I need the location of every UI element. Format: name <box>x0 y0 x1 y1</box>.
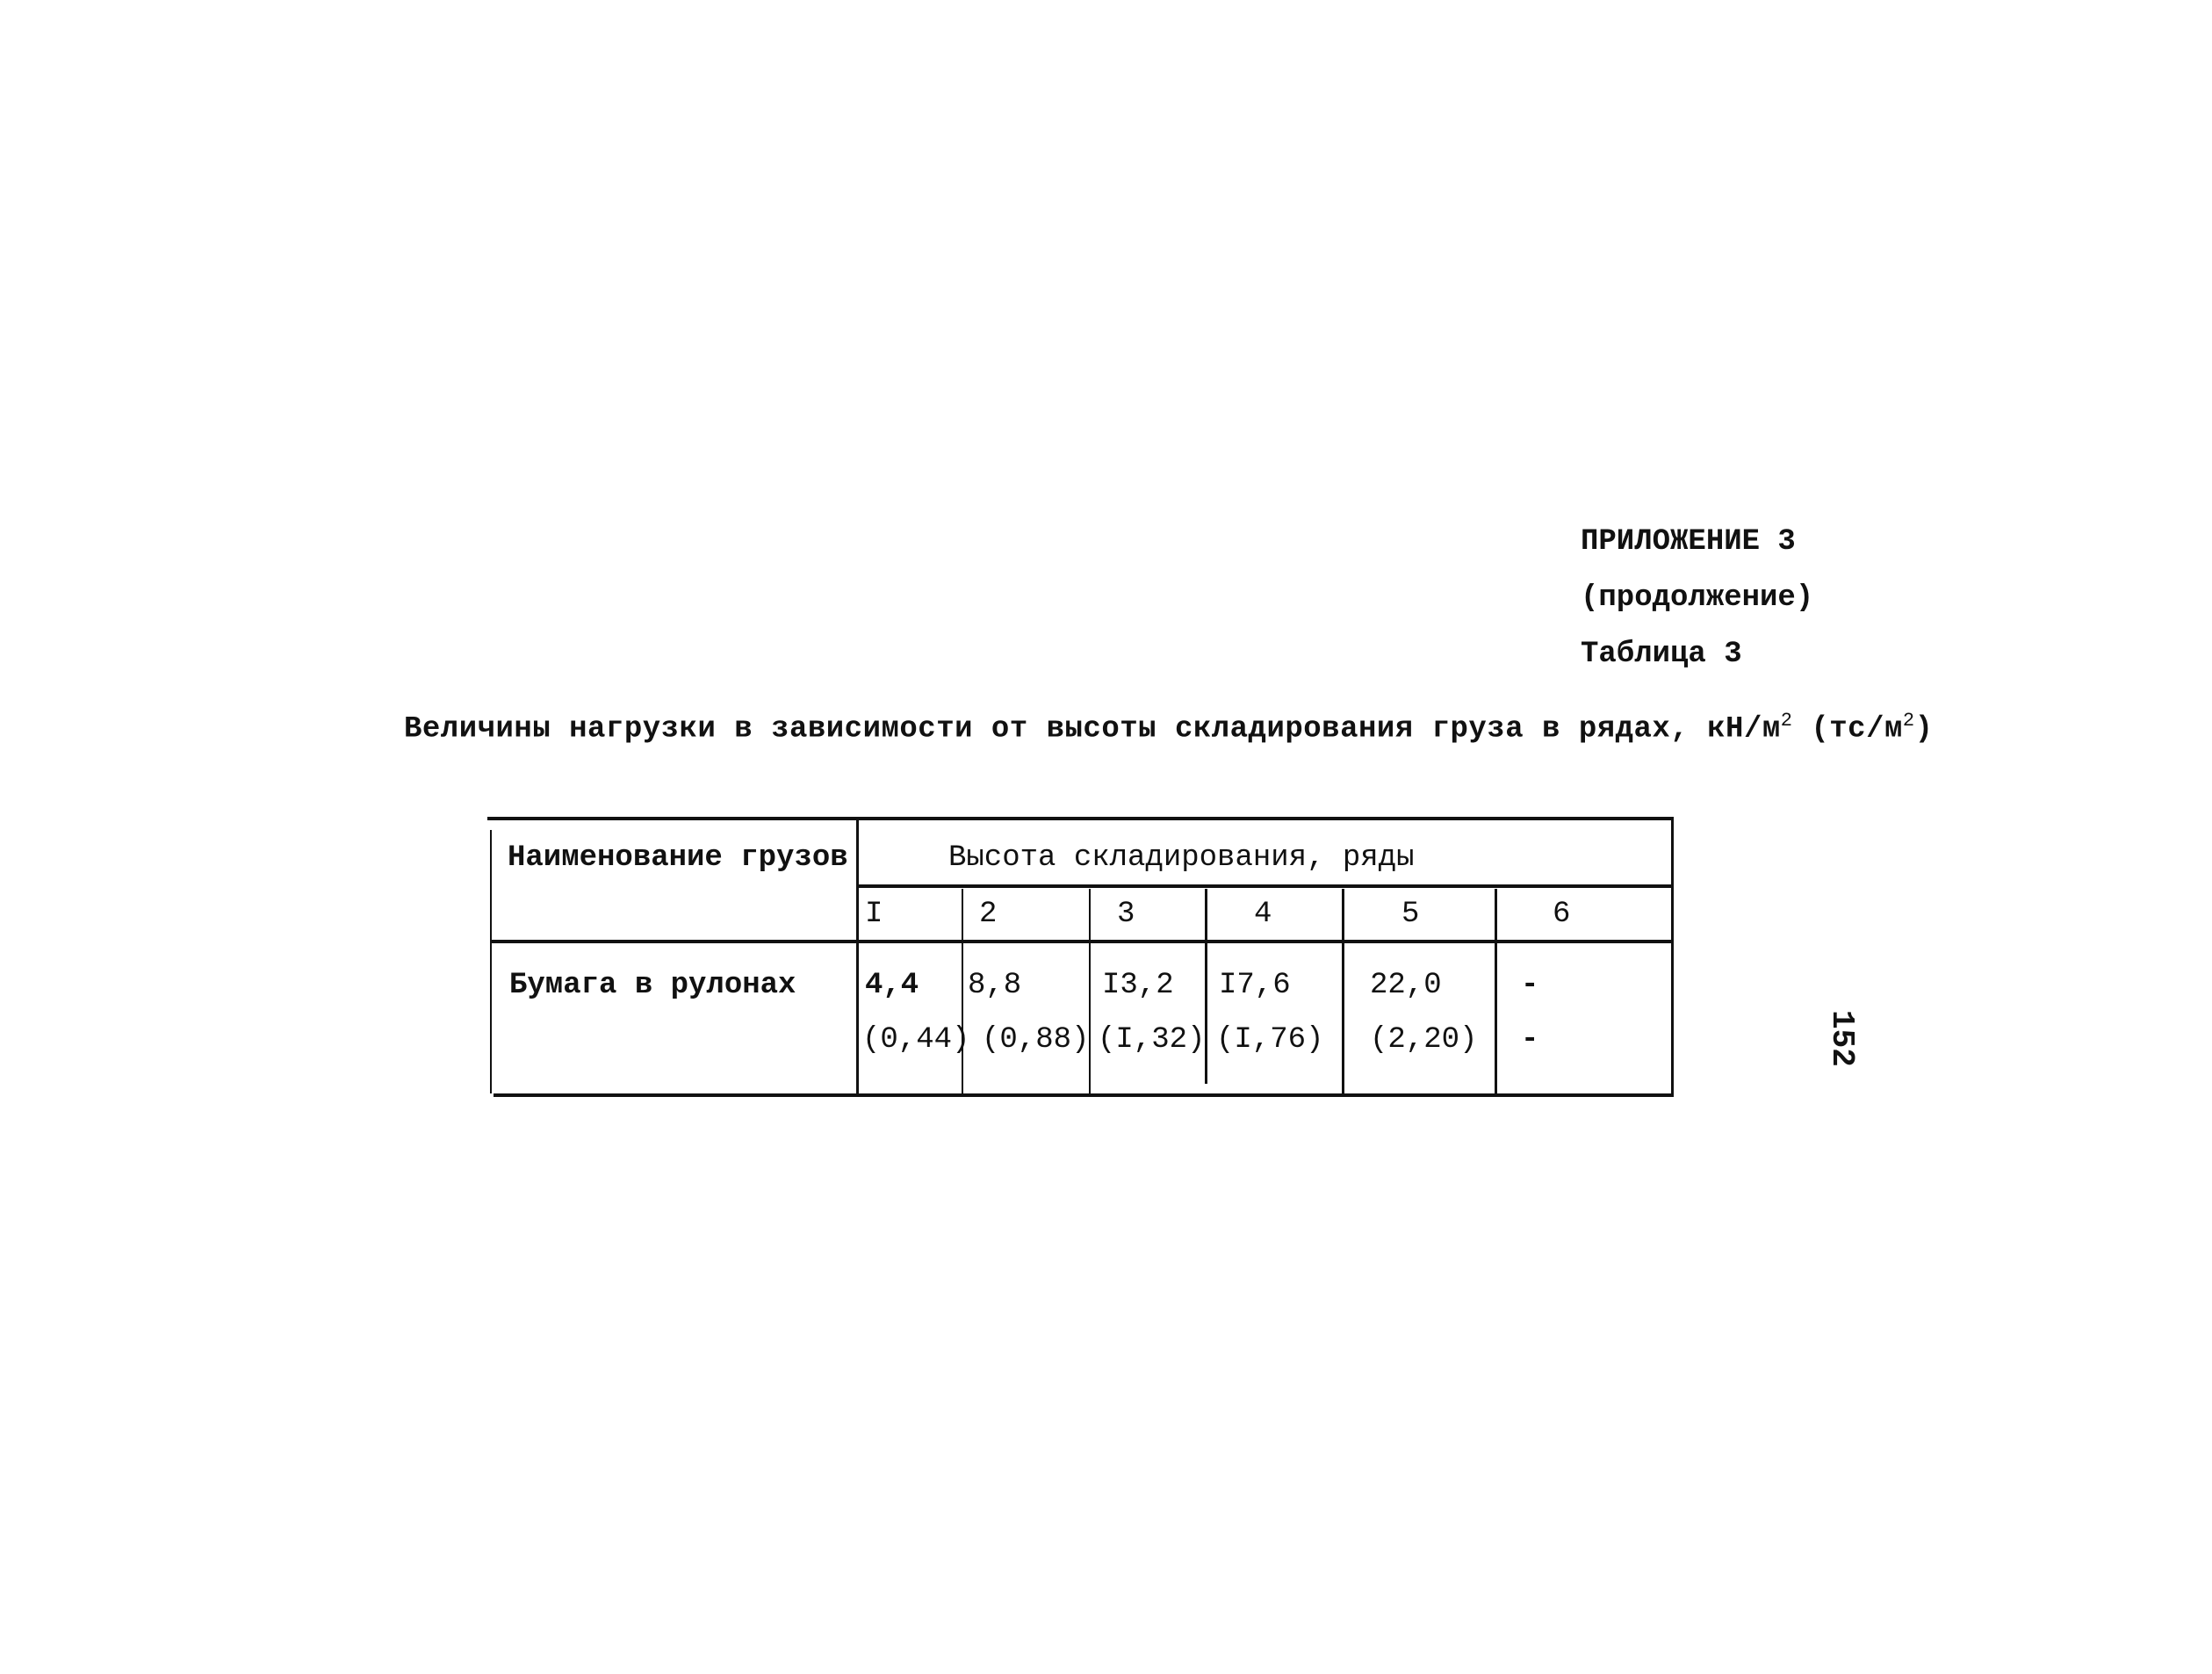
caption-text: Величины нагрузки в зависимости от высоты складирования груза в рядах, кН/м <box>404 712 1781 747</box>
value-tc-6: - <box>1521 1023 1539 1057</box>
caption-end: ) <box>1914 712 1934 747</box>
value-tc-5: (2,20) <box>1370 1023 1478 1057</box>
table-col-divider-4 <box>1342 889 1344 1095</box>
value-tc-3: (I,32) <box>1098 1023 1206 1057</box>
header-cargo-name: Наименование грузов <box>508 841 848 875</box>
table-label: Таблица 3 <box>1581 638 1742 671</box>
table-left-border <box>490 830 492 1093</box>
caption-sup-1: 2 <box>1780 710 1793 732</box>
row-number-5: 5 <box>1401 898 1420 931</box>
appendix-title: ПРИЛОЖЕНИЕ 3 <box>1581 525 1796 559</box>
page-number: 152 <box>1824 1010 1860 1067</box>
value-kn-5: 22,0 <box>1370 969 1442 1002</box>
value-kn-6: - <box>1521 969 1539 1002</box>
caption-sup-2: 2 <box>1902 710 1915 732</box>
table-col-divider-1 <box>962 889 963 1095</box>
table-col-divider-3 <box>1205 889 1207 1084</box>
row-number-2: 2 <box>979 898 998 931</box>
value-kn-2: 8,8 <box>968 969 1022 1002</box>
value-kn-4: I7,6 <box>1219 969 1291 1002</box>
row-number-3: 3 <box>1117 898 1135 931</box>
cargo-name-cell: Бумага в рулонах <box>509 969 796 1002</box>
caption-mid: (тс/м <box>1792 712 1903 747</box>
row-number-6: 6 <box>1553 898 1571 931</box>
value-kn-3: I3,2 <box>1102 969 1174 1002</box>
value-tc-4: (I,76) <box>1216 1023 1324 1057</box>
table-header-divider <box>856 884 1673 888</box>
table-right-border <box>1671 817 1674 1097</box>
value-tc-2: (0,88) <box>982 1023 1090 1057</box>
header-storage-height: Высота складирования, ряды <box>948 841 1415 875</box>
table-col-divider-2 <box>1089 889 1091 1095</box>
value-tc-1: (0,44) <box>862 1023 970 1057</box>
row-number-4: 4 <box>1254 898 1272 931</box>
table-top-border <box>487 817 1673 820</box>
value-kn-1: 4,4 <box>865 969 919 1002</box>
appendix-continuation: (продолжение) <box>1581 581 1814 615</box>
row-number-1: I <box>865 898 883 931</box>
table-col-divider-5 <box>1495 889 1497 1095</box>
table-name-col-divider <box>856 820 859 1095</box>
